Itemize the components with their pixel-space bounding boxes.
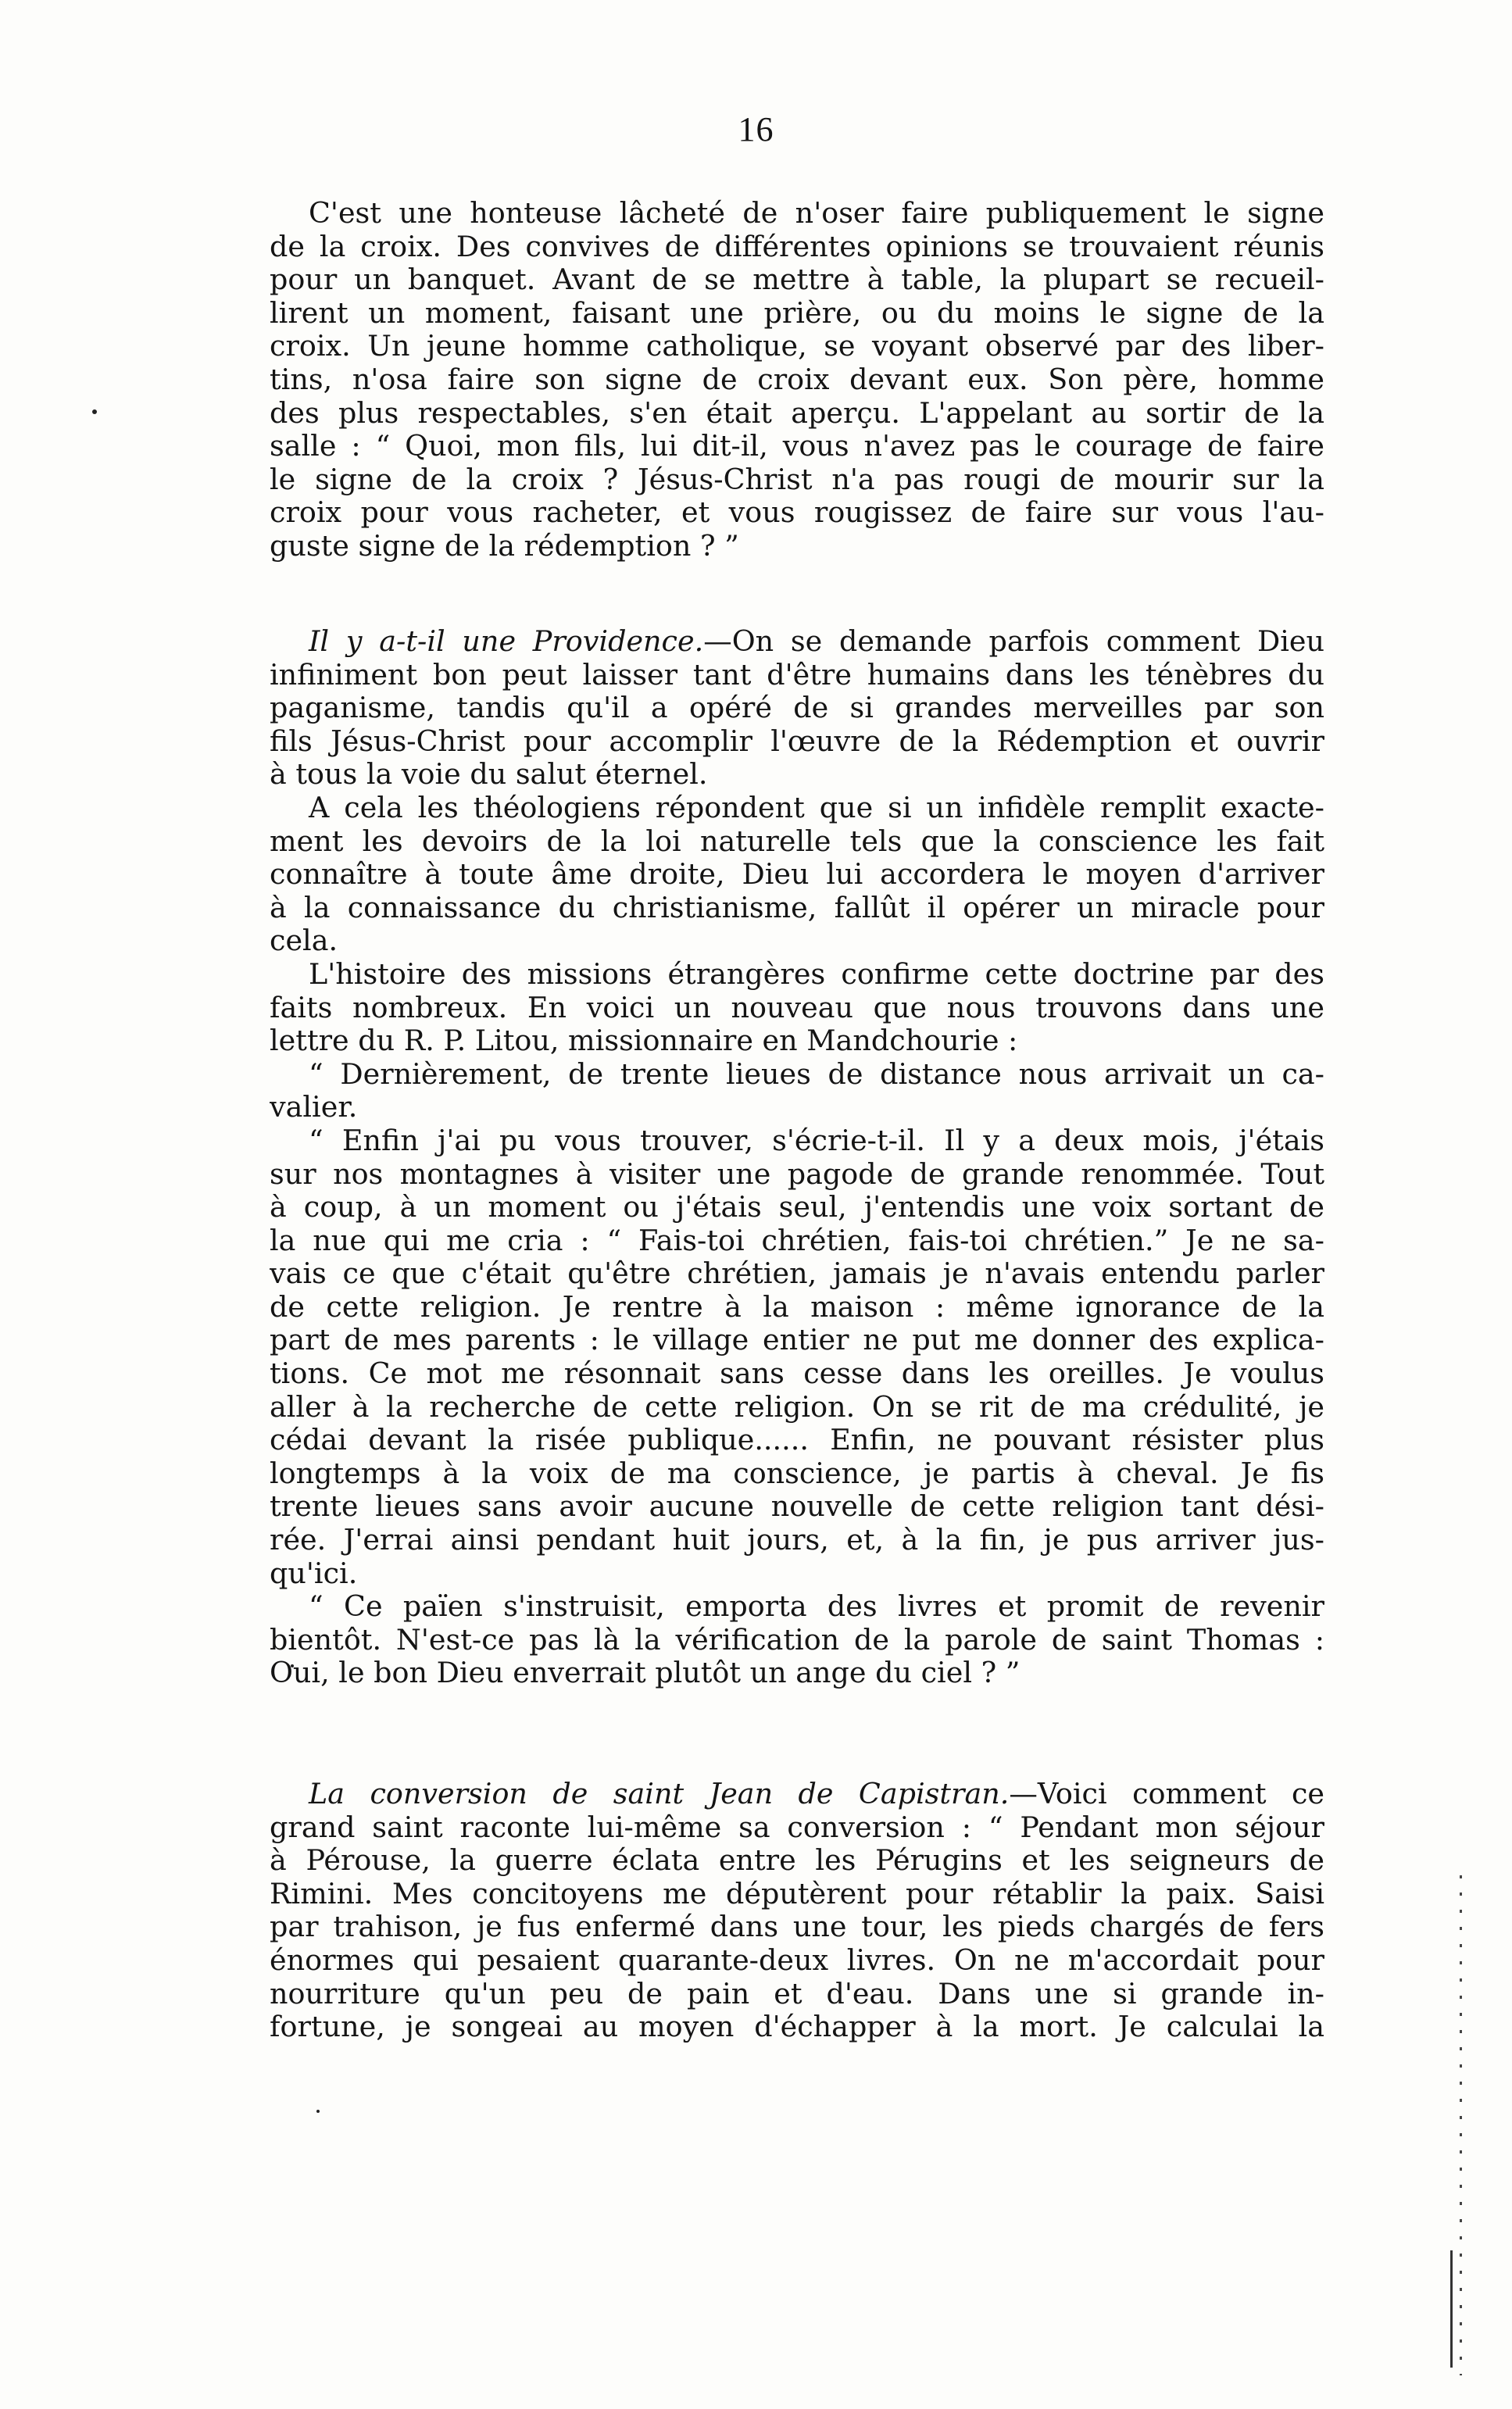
text-line: grand saint raconte lui-même sa conversion : “ Pendant mon séjour <box>270 1810 1324 1844</box>
margin-rule <box>1460 1875 1462 2375</box>
text-line: à tous la voie du salut éternel. <box>270 758 708 792</box>
text-line: de la croix. Des convives de différentes opinions se trouvaient réunis <box>270 230 1324 263</box>
text-line: paganisme, tandis qu'il a opéré de si grandes merveilles par son <box>270 692 1324 725</box>
margin-dot <box>316 2110 320 2113</box>
text-line: à la connaissance du christianisme, fallût il opérer un miracle pour <box>270 891 1324 924</box>
text-line: part de mes parents : le village entier ne put me donner des explica- <box>270 1324 1324 1357</box>
text-line: cela. <box>270 924 338 958</box>
text-line: lettre du R. P. Litou, missionnaire en Mandchourie : <box>270 1024 1018 1058</box>
paragraph-signe-de-croix <box>270 197 1324 563</box>
page-number: 16 <box>738 110 774 148</box>
text-line: nourriture qu'un peu de pain et d'eau. Dans une si grande in- <box>270 1977 1324 2010</box>
section-title: La conversion de saint Jean de Capistran. <box>309 1778 1010 1810</box>
text-line: connaître à toute âme droite, Dieu lui accordera le moyen d'arriver <box>270 858 1324 892</box>
section-heading-line <box>270 625 1324 659</box>
text-line: fortune, je songeai au moyen d'échapper à la mort. Je calculai la <box>270 2010 1324 2044</box>
text-line: croix pour vous racheter, et vous rougissez de faire sur vous l'au- <box>270 496 1324 530</box>
text-line: L'histoire des missions étrangères confirme cette doctrine par des <box>309 957 1324 991</box>
text-line: la nue qui me cria : “ Fais-toi chrétien, fais-toi chrétien.” Je ne sa- <box>270 1224 1324 1257</box>
text-line: Oui, le bon Dieu enverrait plutôt un ange du ciel ? ” <box>270 1657 1021 1690</box>
text-line: trente lieues sans avoir aucune nouvelle de cette religion tant dési- <box>270 1490 1324 1524</box>
text-line: aller à la recherche de cette religion. On se rit de ma crédulité, je <box>270 1390 1324 1424</box>
text-line: tions. Ce mot me résonnait sans cesse dans les oreilles. Je voulus <box>270 1357 1324 1391</box>
text-line-rest: —On se demande parfois comment Dieu <box>703 625 1324 658</box>
text-line: Rimini. Mes concitoyens me députèrent pour rétablir la paix. Saisi <box>270 1877 1324 1910</box>
text-line: des plus respectables, s'en était aperçu. L'appelant au sortir de la <box>270 396 1324 430</box>
text-line: fils Jésus-Christ pour accomplir l'œuvre de la Rédemption et ouvrir <box>270 724 1324 758</box>
text-line: “ Ce païen s'instruisit, emporta des livres et promit de revenir <box>309 1590 1324 1624</box>
text-line: par trahison, je fus enfermé dans une tour, les pieds chargés de fers <box>270 1910 1324 1944</box>
text-line: pour un banquet. Avant de se mettre à table, la plupart se recueil- <box>270 263 1324 297</box>
text-line: lirent un moment, faisant une prière, ou du moins le signe de la <box>270 296 1324 330</box>
text-line: faits nombreux. En voici un nouveau que nous trouvons dans une <box>270 991 1324 1024</box>
text-line: C'est une honteuse lâcheté de n'oser faire publiquement le signe <box>309 197 1324 230</box>
text-line: le signe de la croix ? Jésus-Christ n'a pas rougi de mourir sur la <box>270 463 1324 496</box>
text-line: salle : “ Quoi, mon fils, lui dit-il, vous n'avez pas le courage de faire <box>270 430 1324 463</box>
text-line: “ Enfin j'ai pu vous trouver, s'écrie-t-il. Il y a deux mois, j'étais <box>309 1124 1324 1157</box>
text-line: “ Dernièrement, de trente lieues de distance nous arrivait un ca- <box>309 1057 1324 1091</box>
section-title: Il y a-t-il une Providence. <box>309 625 704 658</box>
text-line: de cette religion. Je rentre à la maison : même ignorance de la <box>270 1290 1324 1324</box>
text-line: valier. <box>270 1091 358 1124</box>
margin-dot <box>92 409 97 414</box>
text-line: à Pérouse, la guerre éclata entre les Pérugins et les seigneurs de <box>270 1844 1324 1878</box>
text-line: qu'ici. <box>270 1557 358 1590</box>
section-heading-line <box>270 1778 1324 1811</box>
text-line: infiniment bon peut laisser tant d'être humains dans les ténèbres du <box>270 658 1324 692</box>
margin-rule <box>1450 2250 1453 2368</box>
text-line: bientôt. N'est-ce pas là la vérification de la parole de saint Thomas : <box>270 1623 1324 1657</box>
text-line: tins, n'osa faire son signe de croix devant eux. Son père, homme <box>270 363 1324 396</box>
text-line: croix. Un jeune homme catholique, se voyant observé par des liber- <box>270 330 1324 363</box>
text-line: vais ce que c'était qu'être chrétien, jamais je n'avais entendu parler <box>270 1257 1324 1291</box>
text-line: cédai devant la risée publique...... Enfin, ne pouvant résister plus <box>270 1424 1324 1457</box>
text-line: rée. J'errai ainsi pendant huit jours, et, à la fin, je pus arriver jus- <box>270 1524 1324 1557</box>
section-capistran <box>270 1778 1324 2044</box>
text-line: guste signe de la rédemption ? ” <box>270 529 739 563</box>
text-line: A cela les théologiens répondent que si un infidèle remplit exacte- <box>309 791 1324 824</box>
text-line: sur nos montagnes à visiter une pagode de grande renommée. Tout <box>270 1157 1324 1191</box>
text-line: ment les devoirs de la loi naturelle tels que la conscience les fait <box>270 824 1324 858</box>
text-line-rest: —Voici comment ce <box>1009 1778 1324 1810</box>
text-line: énormes qui pesaient quarante-deux livres. On ne m'accordait pour <box>270 1943 1324 1977</box>
text-line: à coup, à un moment ou j'étais seul, j'entendis une voix sortant de <box>270 1191 1324 1224</box>
text-line: longtemps à la voix de ma conscience, je partis à cheval. Je fis <box>270 1456 1324 1490</box>
section-providence <box>270 625 1324 1690</box>
